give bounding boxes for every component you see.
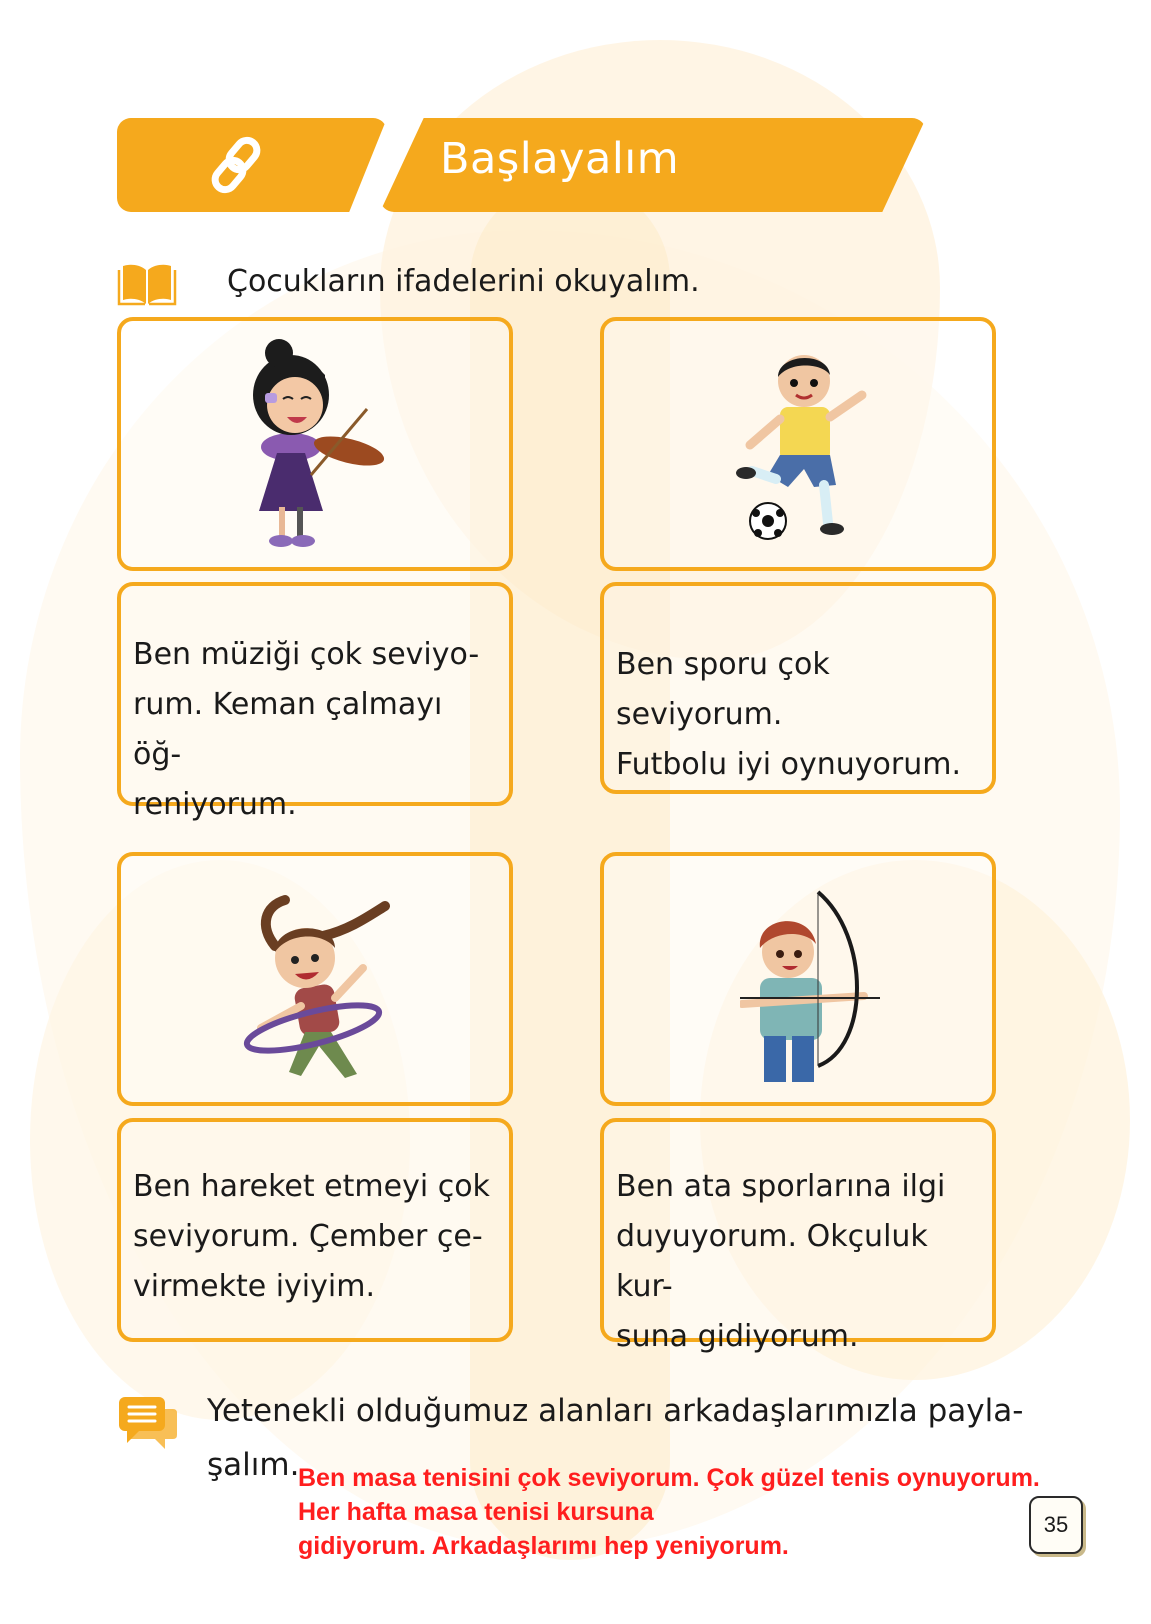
text-card-football	[600, 582, 996, 794]
boy-playing-football-illustration	[732, 345, 882, 545]
answer-line: gidiyorum. Arkadaşlarımı hep yeniyorum.	[298, 1532, 789, 1560]
image-card-archery	[600, 852, 996, 1106]
card-text-line: rum. Keman çalmayı öğ-	[133, 687, 443, 772]
image-card-hula-hoop	[117, 852, 513, 1106]
share-prompt-line: Yetenekli olduğumuz alanları arkadaşlarımızla payla-	[207, 1393, 1024, 1429]
share-prompt-line: şalım.	[207, 1447, 300, 1483]
card-text-line: virmekte iyiyim.	[133, 1269, 375, 1304]
card-text-line: seviyorum. Çember çe-	[133, 1219, 483, 1254]
chat-bubbles-icon	[117, 1395, 177, 1453]
image-card-violin	[117, 317, 513, 571]
card-text-line: suna gidiyorum.	[616, 1319, 859, 1354]
card-text-line: Ben hareket etmeyi çok	[133, 1169, 490, 1204]
girl-spinning-hula-hoop-illustration	[239, 886, 399, 1086]
card-text	[616, 1162, 982, 1362]
instruction-text: Çocukların ifadelerini okuyalım.	[227, 264, 700, 299]
answer-line: Ben masa tenisini çok seviyorum. Çok güzel tenis oynuyorum.	[298, 1464, 1040, 1492]
card-text-line: reniyorum.	[133, 787, 297, 822]
text-card-hula-hoop	[117, 1118, 513, 1342]
card-text	[133, 1162, 499, 1312]
text-card-violin	[117, 582, 513, 822]
card-text	[616, 640, 982, 790]
card-text-line: Futbolu iyi oynuyorum.	[616, 747, 961, 782]
link-icon	[205, 133, 269, 197]
card-text-line: Ben ata sporlarına ilgi	[616, 1169, 946, 1204]
boy-archery-illustration	[740, 886, 890, 1086]
page-title: Başlayalım	[440, 134, 680, 184]
girl-playing-violin-illustration	[239, 335, 399, 555]
answer-line: Her hafta masa tenisi kursuna	[298, 1498, 654, 1526]
page-number-badge: 35	[1029, 1496, 1083, 1554]
student-answer	[298, 1461, 1040, 1563]
card-text-line: Ben sporu çok seviyorum.	[616, 647, 830, 732]
card-text	[133, 630, 499, 830]
book-icon	[117, 262, 177, 306]
card-text-line: Ben müziği çok seviyo-	[133, 637, 480, 672]
image-card-football	[600, 317, 996, 571]
card-text-line: duyuyorum. Okçuluk kur-	[616, 1219, 928, 1304]
text-card-archery	[600, 1118, 996, 1354]
